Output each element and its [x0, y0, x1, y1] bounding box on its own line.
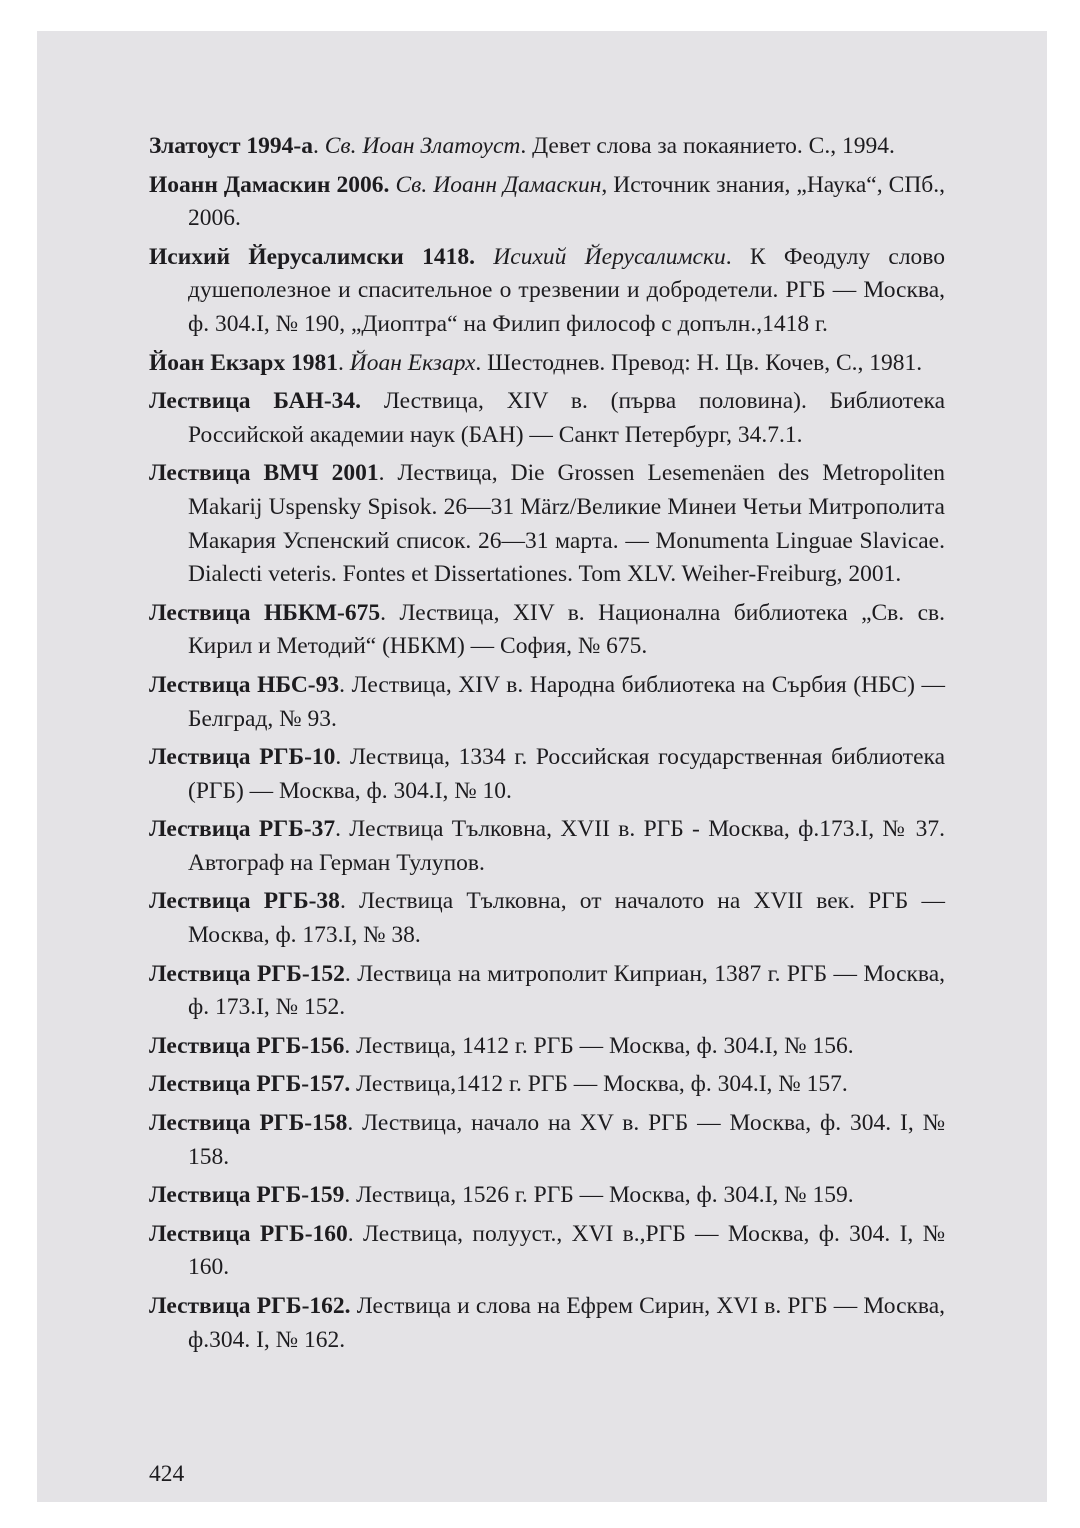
entry-details: Лествица, XIV в. Национална библиотека „Св. св. Кирил и Методий“ (НБКМ) — София, № 675.	[188, 599, 945, 660]
entry-heading: Лествица НБС-93	[149, 671, 340, 698]
entry-separator: .	[339, 888, 360, 915]
entry-details: Лествица, XIV в. (първа половина). Библиотека Российской академии наук (БАН) — Санкт Петербург, 34.7.1.	[188, 388, 945, 448]
entry-separator: .	[347, 1110, 363, 1137]
entry-details: Лествица, начало на XV в. РГБ — Москва, ф. 304. I, № 158.	[188, 1110, 946, 1170]
entry-separator	[361, 388, 384, 414]
bibliography-entry	[149, 347, 945, 381]
bibliography-entry	[149, 1107, 945, 1174]
bibliography-entry	[149, 241, 945, 342]
bibliography-entry	[149, 958, 945, 1025]
entry-heading: Лествица ВМЧ 2001	[149, 460, 379, 487]
entry-details: . К Феодулу слово душеполезное и спасительное о трезвении и добродетели. РГБ — Москва, ф. 304.I, № 190, „Диоптра“ на Филип философ с допълн.,1418 г.	[188, 243, 945, 337]
bibliography-entry	[149, 741, 945, 808]
entry-heading: Лествица РГБ-152	[149, 960, 345, 987]
entry-heading: Йоан Екзарх 1981	[149, 349, 338, 376]
book-page	[37, 31, 1047, 1502]
entry-author: Св. Иоан Златоуст	[324, 133, 521, 159]
bibliography-list	[149, 130, 945, 1362]
bibliography-entry	[149, 1179, 945, 1213]
entry-details: Лествица на митрополит Киприан, 1387 г. РГБ — Москва, ф. 173.I, № 152.	[188, 960, 946, 1021]
bibliography-entry	[149, 1030, 945, 1064]
entry-heading: Иоанн Дамаскин 2006.	[149, 171, 390, 198]
entry-details: . Девет слова за покаянието. С., 1994.	[520, 133, 895, 159]
entry-details: Лествица, полууст., XVI в.,РГБ — Москва, ф. 304. I, № 160.	[188, 1220, 946, 1281]
entry-details: Лествица,1412 г. РГБ — Москва, ф. 304.I, № 157.	[356, 1071, 848, 1098]
entry-heading: Лествица РГБ-159	[149, 1182, 345, 1209]
entry-separator	[475, 244, 493, 270]
entry-details: Лествица Тълковна, XVII в. РГБ - Москва, ф.173.I, № 37. Автограф на Герман Тулупов.	[188, 816, 945, 876]
entry-separator: .	[378, 460, 398, 487]
bibliography-entry	[149, 597, 945, 664]
bibliography-entry	[149, 885, 945, 952]
entry-separator: .	[344, 960, 358, 987]
entry-separator: .	[339, 671, 352, 698]
entry-author: Исихий Йерусалимски	[493, 243, 726, 270]
entry-separator: .	[335, 816, 350, 843]
entry-heading: Лествица РГБ-156	[149, 1032, 345, 1059]
entry-heading: Лествица РГБ-10	[149, 744, 336, 771]
entry-heading: Исихий Йерусалимски 1418.	[149, 243, 475, 270]
entry-separator: .	[335, 744, 350, 771]
bibliography-entry	[149, 169, 945, 236]
bibliography-entry	[149, 1290, 945, 1357]
bibliography-entry	[149, 457, 945, 591]
entry-details: Лествица Тълковна, от началото на XVII век. РГБ — Москва, ф. 173.I, № 38.	[188, 888, 945, 949]
entry-separator: .	[344, 1182, 357, 1209]
entry-separator: .	[312, 133, 325, 159]
entry-heading: Лествица РГБ-162.	[149, 1293, 351, 1319]
entry-author: Св. Иоанн Дамаскин	[395, 171, 602, 198]
page-number: 424	[149, 1461, 185, 1487]
entry-details: Лествица, 1412 г. РГБ — Москва, ф. 304.I, № 156.	[356, 1032, 854, 1059]
bibliography-entry	[149, 813, 945, 880]
entry-separator: .	[347, 1220, 363, 1247]
entry-details: Лествица, XIV в. Народна библиотека на Сърбия (НБС) — Белград, № 93.	[188, 671, 946, 732]
entry-heading: Лествица БАН-34.	[149, 388, 362, 415]
entry-author: Йоан Екзарх	[349, 349, 476, 376]
entry-details: , Источник знания, „Наука“, СПб., 2006.	[188, 171, 945, 232]
entry-heading: Лествица РГБ-158	[149, 1110, 348, 1137]
entry-details: Лествица, 1526 г. РГБ — Москва, ф. 304.I, № 159.	[356, 1182, 854, 1209]
entry-details: Лествица и слова на Ефрем Сирин, XVI в. РГБ — Москва, ф.304. I, № 162.	[188, 1293, 946, 1353]
entry-details: . Шестоднев. Превод: Н. Цв. Кочев, С., 1981.	[475, 349, 923, 376]
entry-separator: .	[338, 349, 350, 376]
entry-heading: Златоуст 1994-а	[149, 133, 313, 159]
entry-heading: Лествица НБКМ-675	[149, 599, 381, 626]
entry-heading: Лествица РГБ-157.	[149, 1071, 351, 1098]
entry-heading: Лествица РГБ-37	[149, 816, 336, 843]
bibliography-entry	[149, 669, 945, 736]
entry-heading: Лествица РГБ-38	[149, 888, 340, 915]
entry-details: Лествица, Die Grossen Lesemenäen des Metropoliten Makarij Uspensky Spisok. 26—31 März/Великие Минеи Четьи Митрополита Макария Успенский список. 26—31 марта. — Monumenta Linguae Slavicae. Dialecti veteris. Fontes et Dissertationes. Tom XLV. Weiher-Freiburg, 2001.	[188, 460, 945, 588]
entry-separator: .	[344, 1032, 357, 1059]
entry-heading: Лествица РГБ-160	[149, 1220, 348, 1247]
bibliography-entry	[149, 130, 945, 164]
entry-separator: .	[380, 599, 400, 626]
bibliography-entry	[149, 1218, 945, 1285]
bibliography-entry	[149, 1068, 945, 1102]
entry-details: Лествица, 1334 г. Российская государственная библиотека (РГБ) — Москва, ф. 304.I, № 10.	[188, 744, 946, 804]
bibliography-entry	[149, 385, 945, 452]
